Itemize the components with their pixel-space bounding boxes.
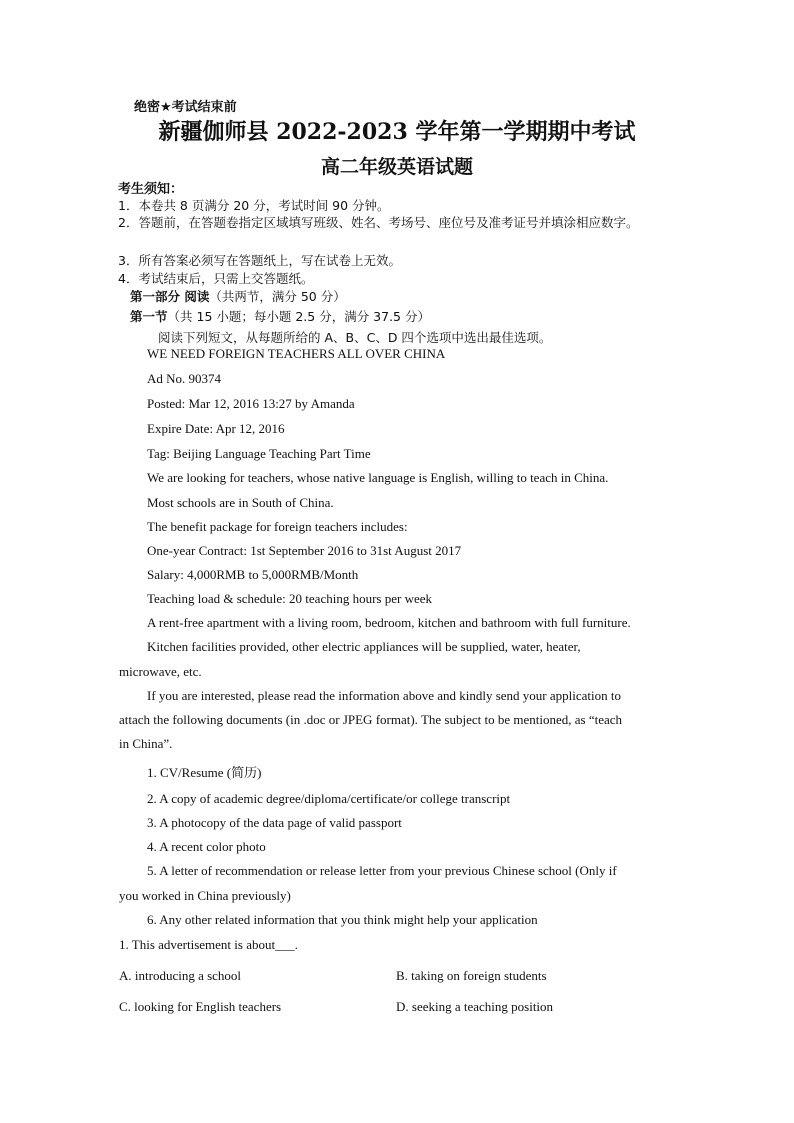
document-item: 1. CV/Resume (简历)	[147, 765, 262, 780]
document-item: you worked in China previously)	[119, 888, 291, 903]
exam-subtitle: 高二年级英语试题	[320, 156, 473, 178]
part1-heading	[130, 287, 346, 305]
exam-title: 新疆伽师县 2022-2023 学年第一学期期中考试	[158, 119, 636, 145]
secret-label: 绝密★考试结束前	[134, 100, 237, 115]
reading-instruction: 阅读下列短文，从每题所给的 A、B、C、D 四个选项中选出最佳选项。	[158, 330, 552, 345]
passage-headline: WE NEED FOREIGN TEACHERS ALL OVER CHINA	[147, 346, 446, 361]
document-item: 4. A recent color photo	[147, 839, 266, 854]
notice-item: 4．考试结束后，只需上交答题纸。	[118, 271, 314, 286]
passage-line: The benefit package for foreign teachers includes:	[147, 519, 408, 534]
section1-title: 第一节	[130, 309, 168, 324]
section1-heading	[130, 307, 430, 325]
passage-line: Tag: Beijing Language Teaching Part Time	[147, 446, 371, 461]
passage-line: Expire Date: Apr 12, 2016	[147, 421, 285, 436]
part1-note: （共两节，满分 50 分）	[209, 289, 346, 304]
option-a: A. introducing a school	[119, 968, 242, 983]
notice-heading: 考生须知：	[118, 182, 184, 197]
passage-line: Teaching load & schedule: 20 teaching hours per week	[147, 591, 432, 606]
passage-line: Posted: Mar 12, 2016 13:27 by Amanda	[147, 396, 355, 411]
option-b: B. taking on foreign students	[396, 968, 547, 983]
part1-title: 第一部分 阅读	[130, 289, 210, 304]
option-d: D. seeking a teaching position	[396, 999, 554, 1014]
question-stem: 1. This advertisement is about___.	[119, 937, 298, 952]
document-item: 2. A copy of academic degree/diploma/certificate/or college transcript	[147, 791, 511, 806]
passage-line: attach the following documents (in .doc or JPEG format). The subject to be mentioned, as “teach	[119, 712, 623, 727]
option-c: C. looking for English teachers	[119, 999, 282, 1014]
passage-line: microwave, etc.	[119, 664, 202, 679]
passage-line: in China”.	[119, 736, 173, 751]
passage-line: We are looking for teachers, whose native language is English, willing to teach in China.	[147, 470, 609, 485]
passage-line: Most schools are in South of China.	[147, 495, 334, 510]
notice-item: 1．本卷共 8 页满分 20 分，考试时间 90 分钟。	[118, 198, 390, 213]
passage-line: If you are interested, please read the information above and kindly send your application to	[147, 688, 621, 703]
section1-note: （共 15 小题；每小题 2.5 分，满分 37.5 分）	[167, 309, 430, 324]
passage-line: Kitchen facilities provided, other electric appliances will be supplied, water, heater,	[147, 639, 581, 654]
passage-line: A rent-free apartment with a living room, bedroom, kitchen and bathroom with full furniture.	[147, 615, 631, 630]
document-item: 5. A letter of recommendation or release letter from your previous Chinese school (Only if	[147, 863, 617, 878]
notice-item: 2．答题前，在答题卷指定区域填写班级、姓名、考场号、座位号及准考证号并填涂相应数字。	[118, 215, 639, 230]
passage-line: Salary: 4,000RMB to 5,000RMB/Month	[147, 567, 359, 582]
document-item: 3. A photocopy of the data page of valid passport	[147, 815, 402, 830]
document-item: 6. Any other related information that you think might help your application	[147, 912, 538, 927]
notice-item: 3．所有答案必须写在答题纸上，写在试卷上无效。	[118, 253, 401, 268]
passage-line: One-year Contract: 1st September 2016 to 31st August 2017	[147, 543, 462, 558]
passage-line: Ad No. 90374	[147, 371, 222, 386]
